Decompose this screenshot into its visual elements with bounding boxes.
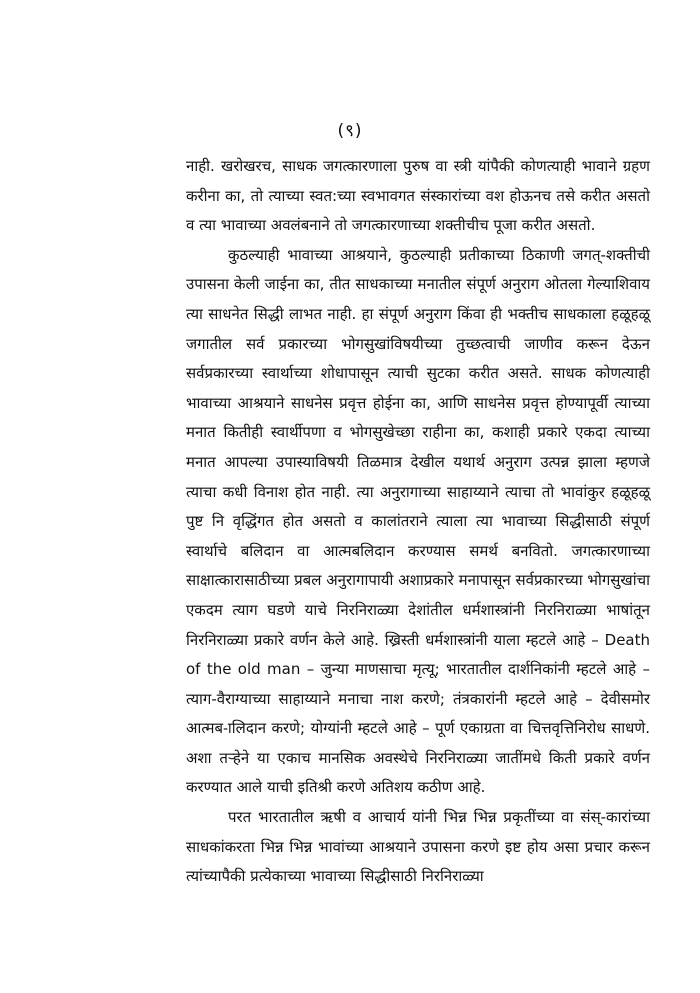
paragraph-main: कुठल्याही भावाच्या आश्रयाने, कुठल्याही प्रतीकाच्या ठिकाणी जगत्-शक्तीची उपासना केली जाईना का, तीत साधकाच्या मनातील संपूर्ण अनुराग ओतला गेल्याशिवाय त्या साधनेत सिद्धी लाभत नाही. हा संपूर्ण अनुराग किंवा ही भक्तीच साधकाला हळूहळू जगातील सर्व प्रकारच्या भोगसुखांविषयीच्या तुच्छत्वाची जाणीव करून देऊन सर्वप्रकारच्या स्वार्थाच्या शोधापासून त्याची सुटका करीत असते. साधक कोणत्याही भावाच्या आश्रयाने साधनेस प्रवृत्त होईना का, आणि साधनेस प्रवृत्त होण्यापूर्वी त्याच्या मनात कितीही स्वार्थीपणा व भोगसुखेच्छा राहीना का, कशाही प्रकारे एकदा त्याच्या मनात आपल्या उपास्याविषयी तिळमात्र देखील यथार्थ अनुराग उत्पन्न झाला म्हणजे त्याचा कधी विनाश होत नाही. त्या अनुरागाच्या साहाय्याने त्याचा तो भावांकुर हळूहळू पुष्ट नि वृद्धिंगत होत असतो व कालांतराने त्याला त्या भावाच्या सिद्धीसाठी संपूर्ण स्वार्थाचे बलिदान वा आत्मबलिदान करण्यास समर्थ बनवितो. जगत्कारणाच्या साक्षात्कारासाठीच्या प्रबल अनुरागापायी अशाप्रकारे मनापासून सर्वप्रकारच्या भोगसुखांचा एकदम त्याग घडणे याचे निरनिराळ्या देशांतील धर्मशास्त्रांनी निरनिराळ्या भाषांतून निरनिराळ्या प्रकारे वर्णन केले आहे. ख्रिस्ती धर्मशास्त्रांनी याला म्हटले आहे – Death of the old man – जुन्या माणसाचा मृत्यू; भारतातील दार्शनिकांनी म्हटले आहे – त्याग-वैराग्याच्या साहाय्याने मनाचा नाश करणे; तंत्रकारांनी म्हटले आहे – देवीसमोर आत्मब-ालिदान करणे; योग्यांनी म्हटले आहे – पूर्ण एकाग्रता वा चित्तवृत्तिनिरोध साधणे. अशा तऱ्हेने या एकाच मानसिक अवस्थेचे निरनिराळ्या जातींमधे किती प्रकारे वर्णन करण्यात आले याची इतिश्री करणे अतिशय कठीण आहे. (186, 245, 650, 797)
body-text (186, 152, 650, 892)
paragraph-final: परत भारतातील ऋषी व आचार्य यांनी भिन्न भिन्न प्रकृतींच्या वा संस्-कारांच्या साधकांकरता भिन्न भिन्न भावांच्या आश्रयाने उपासना करणे इष्ट होय असा प्रचार करून त्यांच्यापैकी प्रत्येकाच्या भावाच्या सिद्धीसाठी निरनिराळ्या (186, 808, 650, 886)
page-number: (९) (337, 121, 363, 141)
paragraph-continuation: नाही. खरोखरच, साधक जगत्कारणाला पुरुष वा स्त्री यांपैकी कोणत्याही भावाने ग्रहण करीना का, तो त्याच्या स्वत:च्या स्वभावगत संस्कारांच्या वश होऊनच तसे करीत असतो व त्या भावाच्या अवलंबनाने तो जगत्कारणाच्या शक्तीचीच पूजा करीत असतो. (186, 157, 650, 235)
